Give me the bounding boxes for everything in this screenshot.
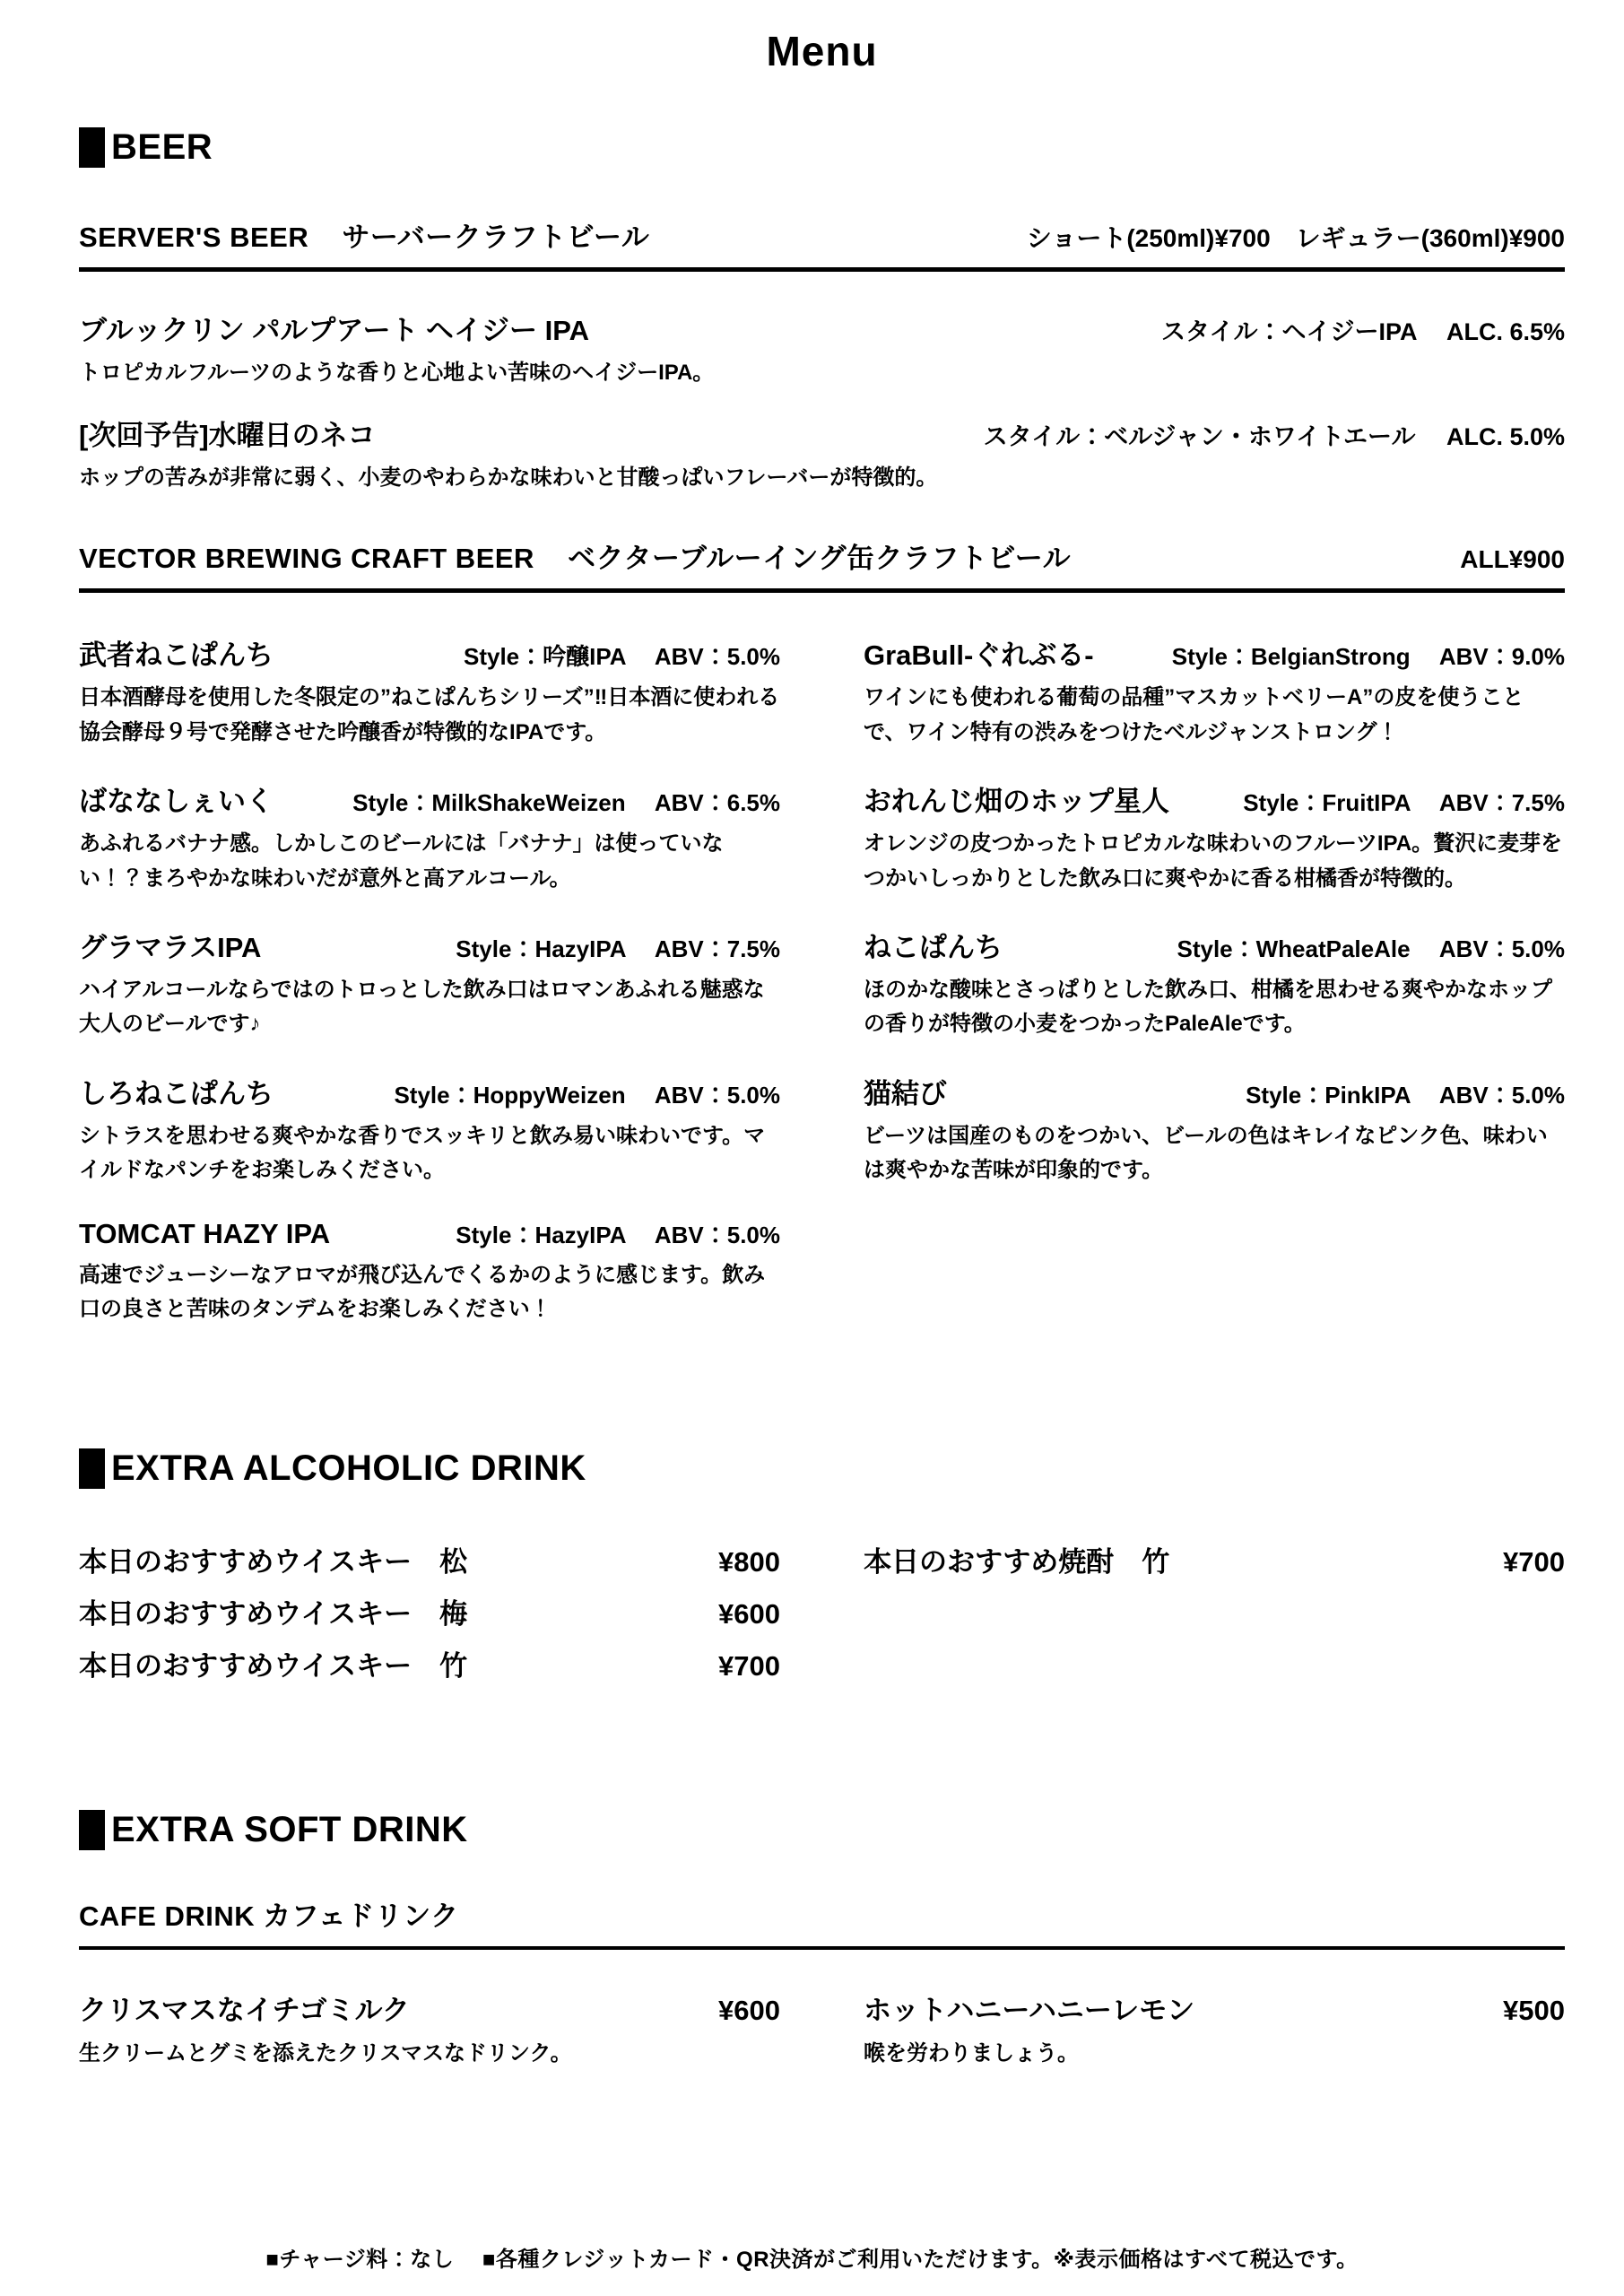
beer-spec: Style：BelgianStrong ABV：9.0% [1171, 643, 1565, 671]
drink-price: ¥500 [1503, 1995, 1565, 2027]
beer-name: TOMCAT HAZY IPA [79, 1217, 331, 1249]
servers-beer-subheading [79, 214, 1565, 255]
cafe-right-item [864, 1987, 1565, 2070]
drink-row [79, 1643, 780, 1683]
drink-name: ホットハニーハニーレモン [864, 1995, 1195, 2027]
beer-spec: Style：HoppyWeizen ABV：5.0% [394, 1081, 780, 1109]
beer-item [79, 632, 780, 750]
beer-description: オレンジの皮つかったトロピカルな味わいのフルーツIPA。贅沢に麦芽をつかいしっかりとした飲み口に爽やかに香る柑橘香が特徴的。 [864, 831, 1563, 891]
servers-beer-title-ja: サーバークラフトビール [342, 222, 650, 253]
extra-alcoholic-right-column [864, 1539, 1565, 1695]
extra-alcoholic-heading [79, 1448, 1565, 1489]
cafe-drink-columns [79, 1987, 1565, 2070]
drink-name: クリスマスなイチゴミルク [79, 1995, 410, 2027]
extra-alcoholic-left-column [79, 1539, 780, 1695]
beer-head [79, 1071, 780, 1111]
beer-head [864, 632, 1565, 673]
beer-spec: Style：HazyIPA ABV：5.0% [456, 1221, 780, 1248]
drink-row [864, 1539, 1565, 1579]
section-extra-alcoholic-drink [79, 1448, 1565, 1695]
drink-row [79, 1591, 780, 1631]
beer-name: グラマラスIPA [79, 931, 262, 963]
beer-name: ばななしぇいく [79, 786, 274, 818]
beer-item [79, 778, 780, 896]
drink-name: 本日のおすすめウイスキー 竹 [79, 1650, 468, 1683]
beer-description: あふれるバナナ感。しかしこのビールには「バナナ」は使っていない！？まろやかな味わいだが意外と高アルコール。 [79, 831, 724, 891]
beer-item [864, 778, 1565, 896]
extra-soft-heading-label: EXTRA SOFT DRINK [111, 1810, 468, 1850]
beer-description: シトラスを思わせる爽やかな香りでスッキリと飲み易い味わいです。マイルドなパンチをお楽しみください。 [79, 1123, 766, 1183]
beer-name: 猫結び [864, 1077, 947, 1109]
beer-heading-label: BEER [111, 127, 213, 167]
vector-beer-left-column [79, 632, 780, 1355]
section-extra-soft-drink [79, 1810, 1565, 2070]
beer-item [79, 925, 780, 1042]
vector-beer-right-column [864, 632, 1565, 1355]
beer-item [864, 632, 1565, 750]
item-head [79, 413, 1565, 453]
vector-beer-columns [79, 632, 1565, 1355]
vector-brewing-title-en: VECTOR BREWING CRAFT BEER [79, 543, 534, 575]
extra-soft-heading [79, 1810, 1565, 1850]
item-name: [次回予告]水曜日のネコ [79, 420, 376, 452]
beer-spec: Style：吟醸IPA ABV：5.0% [463, 643, 780, 671]
drink-price: ¥600 [718, 1598, 780, 1631]
vector-brewing-title [79, 535, 1071, 576]
drink-name: 本日のおすすめウイスキー 松 [79, 1546, 468, 1578]
drink-description: 生クリームとグミを添えたクリスマスなドリンク。 [79, 2041, 572, 2066]
drink-price: ¥600 [718, 1995, 780, 2027]
item-description: ホップの苦みが非常に弱く、小麦のやわらかな味わいと甘酸っぱいフレーバーが特徴的。 [79, 465, 938, 491]
beer-description: 日本酒酵母を使用した冬限定の”ねこぱんちシリーズ”‼日本酒に使われる協会酵母９号で発酵させた吟醸香が特徴的なIPAです。 [79, 685, 780, 744]
beer-item [79, 1217, 780, 1327]
item-spec: スタイル：ヘイジーIPA ALC. 6.5% [1161, 318, 1565, 345]
beer-spec: Style：FruitIPA ABV：7.5% [1243, 789, 1565, 817]
menu-item [79, 413, 1565, 494]
section-beer [79, 127, 1565, 1355]
beer-head [79, 778, 780, 819]
beer-name: おれんじ畑のホップ星人 [864, 786, 1169, 818]
drink-name: 本日のおすすめ焼酎 竹 [864, 1546, 1170, 1578]
beer-item [864, 1071, 1565, 1188]
beer-name: しろねこぱんち [79, 1077, 274, 1109]
extra-alcoholic-columns [79, 1539, 1565, 1695]
servers-beer-title-en: SERVER'S BEER [79, 222, 309, 253]
beer-item [79, 1071, 780, 1188]
black-square-icon [79, 127, 105, 168]
beer-spec: Style：MilkShakeWeizen ABV：6.5% [352, 789, 780, 817]
drink-name: 本日のおすすめウイスキー 梅 [79, 1598, 468, 1631]
item-name: ブルックリン パルプアート ヘイジー IPA [79, 315, 590, 346]
drink-price: ¥700 [1503, 1546, 1565, 1578]
vector-brewing-title-ja: ベクターブルーイング缶クラフトビール [568, 543, 1072, 575]
menu-item [79, 308, 1565, 389]
beer-heading [79, 127, 1565, 168]
servers-beer-title [79, 214, 649, 255]
item-spec: スタイル：ベルジャン・ホワイトエール ALC. 5.0% [983, 423, 1565, 451]
divider-rule [79, 1946, 1565, 1950]
cafe-drink-subheading [79, 1893, 1565, 1934]
footer-note: ■チャージ料：なし ■各種クレジットカード・QR決済がご利用いただけます。※表示価格はすべて税込です。 [265, 2248, 1359, 2272]
beer-item [864, 925, 1565, 1042]
beer-head [79, 632, 780, 673]
beer-description: ビーツは国産のものをつかい、ビールの色はキレイなピンク色、味わいは爽やかな苦味が印象的です。 [864, 1123, 1548, 1183]
beer-head [864, 925, 1565, 965]
drink-description: 喉を労わりましょう。 [864, 2041, 1079, 2066]
divider-rule [79, 267, 1565, 272]
drink-price: ¥700 [718, 1650, 780, 1683]
beer-name: 武者ねこぱんち [79, 639, 274, 672]
divider-rule [79, 588, 1565, 593]
item-description: トロピカルフルーツのような香りと心地よい苦味のヘイジーIPA。 [79, 361, 715, 385]
vector-brewing-subheading [79, 535, 1565, 576]
beer-head [79, 925, 780, 965]
beer-description: ほのかな酸味とさっぱりとした飲み口、柑橘を思わせる爽やかなホップの香りが特徴の小麦をつかったPaleAleです。 [864, 977, 1552, 1037]
drink-row [864, 1987, 1565, 2028]
black-square-icon [79, 1448, 105, 1489]
item-head [79, 308, 1565, 348]
beer-head [864, 778, 1565, 819]
drink-row [79, 1539, 780, 1579]
beer-name: ねこぱんち [864, 931, 1003, 963]
beer-description: ハイアルコールならではのトロっとした飲み口はロマンあふれる魅惑な大人のビールです♪ [79, 977, 765, 1037]
extra-alcoholic-heading-label: EXTRA ALCOHOLIC DRINK [111, 1448, 586, 1489]
beer-spec: Style：HazyIPA ABV：7.5% [456, 935, 780, 962]
cafe-drink-title: CAFE DRINK カフェドリンク [79, 1900, 459, 1933]
page-title: Menu [766, 28, 878, 74]
black-square-icon [79, 1810, 105, 1850]
beer-name: GraBull-ぐれぶる- [864, 639, 1094, 672]
drink-row [79, 1987, 780, 2028]
drink-price: ¥800 [718, 1546, 780, 1578]
beer-head [79, 1217, 780, 1250]
beer-description: ワインにも使われる葡萄の品種”マスカットベリーA”の皮を使うことで、ワイン特有の渋みをつけたベルジャンストロング！ [864, 685, 1524, 744]
beer-spec: Style：WheatPaleAle ABV：5.0% [1177, 935, 1565, 962]
beer-description: 高速でジューシーなアロマが飛び込んでくるかのように感じます。飲み口の良さと苦味のタンデムをお楽しみください！ [79, 1262, 766, 1321]
vector-brewing-price: ALL¥900 [1460, 545, 1565, 574]
beer-spec: Style：PinkIPA ABV：5.0% [1246, 1081, 1565, 1109]
servers-beer-prices: ショート(250ml)¥700 レギュラー(360ml)¥900 [1026, 224, 1565, 252]
beer-head [864, 1071, 1565, 1111]
servers-beer-items [79, 308, 1565, 494]
cafe-left-item [79, 1987, 780, 2070]
